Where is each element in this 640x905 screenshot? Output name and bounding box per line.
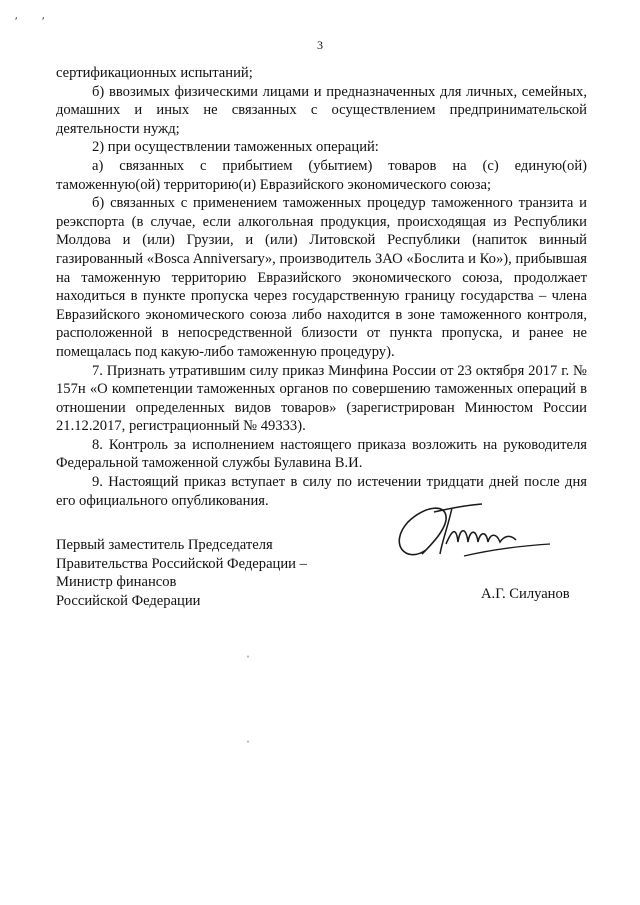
signatory-title-line: Первый заместитель Председателя (56, 537, 273, 553)
paragraph-item-9: 9. Настоящий приказ вступает в силу по истечении тридцати дней после дня его официального опубликования. (56, 474, 587, 509)
scan-speck: ˈ (246, 738, 250, 752)
handwritten-signature (386, 492, 568, 574)
paragraph-item-8: 8. Контроль за исполнением настоящего приказа возложить на руководителя Федеральной таможенной службы Булавина В.И. (56, 436, 587, 472)
scan-speck: ʹ (15, 14, 18, 28)
paragraph-item-7: 7. Признать утратившим силу приказ Минфина России от 23 октября 2017 г. № 157н «О компетенции таможенных органов по совершению таможенных операций в отношении определенных видов товаров» (зарегистрирован Минюстом России 21.12.2017, регистрационный № 49333). (56, 362, 587, 435)
signatory-name: А.Г. Силуанов (481, 586, 570, 602)
paragraph-item-b-personal: б) ввозимых физическими лицами и предназначенных для личных, семейных, домашних и иных не связанных с осуществлением предпринимательской деятельности нужд; (56, 83, 587, 137)
scan-speck: ʹ (42, 14, 45, 28)
signatory-title-line: Министр финансов (56, 574, 177, 591)
signatory-title-line: Российской Федерации (56, 592, 201, 609)
page-number: 3 (317, 38, 323, 52)
signatory-title (56, 536, 307, 610)
paragraph-item-b-transit: б) связанных с применением таможенных процедур таможенного транзита и реэкспорта (в случае, если алкогольная продукция, происходящая из Республики Молдова и (или) Грузии, и (или) Литовской Республики (напиток винный газированный «Bosca Anniversary», производитель ЗАО «Бослита и Ко»), прибывшая на таможенную территорию Евразийского экономического союза, продолжает находиться в пункте пропуска через государственную границу государства – члена Евразийского экономического союза либо находится в зоне таможенного контроля, расположенной в непосредственной близости от пункта пропуска, и ранее не помещалась под какую-либо таможенную процедуру). (56, 195, 587, 360)
signatory-title-line: Правительства Российской Федерации – (56, 555, 307, 572)
document-body (56, 64, 587, 510)
paragraph-item-a-arrival: а) связанных с прибытием (убытием) товаров на (с) единую(ой) таможенную(ой) территорию(и) Евразийского экономического союза; (56, 157, 587, 193)
paragraph-continuation: сертификационных испытаний; (56, 65, 253, 81)
paragraph-item-2: 2) при осуществлении таможенных операций: (92, 139, 379, 156)
scan-speck: ˈ (246, 653, 250, 667)
